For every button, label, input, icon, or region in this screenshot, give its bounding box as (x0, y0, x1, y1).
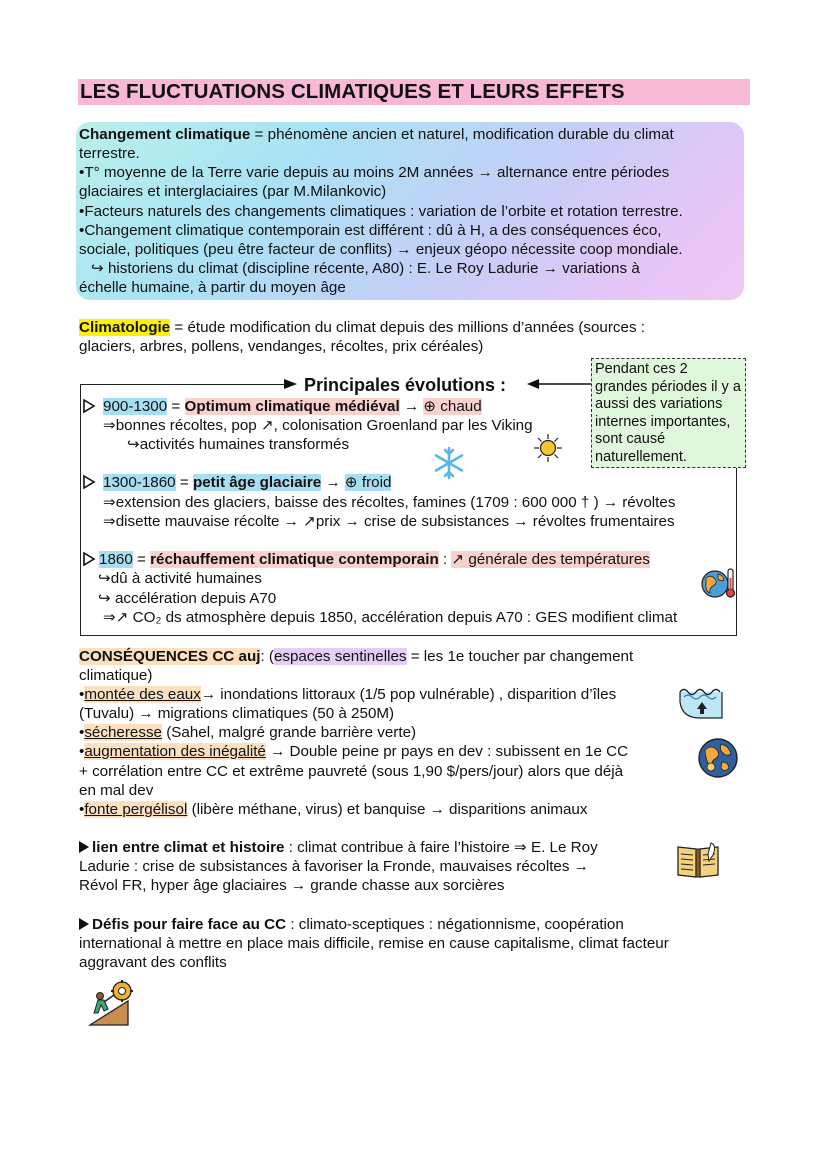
intro-bullet-3b: sociale, politiques (peu être facteur de conflits) → enjeux géopo nécessite coop mondiale. (79, 241, 683, 258)
period-arrow-icon (82, 551, 96, 567)
intro-bullet-4a: ↪ historiens du climat (discipline récente, A80) : E. Le Roy Ladurie → variations à (91, 260, 640, 277)
defis-line-2: international à mettre en place mais difficile, remise en cause capitalisme, climat facteur (79, 935, 669, 952)
period-1-line-1: ⇒bonnes récoltes, pop ↗, colonisation Groenland par les Viking (103, 417, 533, 434)
heading-arrow-right-icon (284, 378, 298, 390)
period-1: 900-1300 = Optimum climatique médiéval → ⊕ chaud (103, 398, 482, 415)
period-3-dates: 1860 (99, 551, 133, 568)
climatologie-def: = étude modification du climat depuis des millions d’années (sources : (170, 319, 646, 336)
intro-bullet-1a: •T° moyenne de la Terre varie depuis au moins 2M années → alternance entre périodes (79, 164, 670, 181)
period-1-effect: ⊕ chaud (423, 398, 482, 415)
flood-icon (678, 682, 724, 720)
intro-term: Changement climatique (79, 126, 251, 143)
consequence-3-line-2: + corrélation entre CC et extrême pauvreté (sous 1,90 $/pers/jour) alors que déjà (79, 763, 624, 780)
climatologie-line-2: glaciers, arbres, pollens, vendanges, récoltes, prix céréales) (79, 338, 484, 355)
sun-icon (533, 433, 563, 463)
lien-line-1: lien entre climat et histoire : climat contribue à faire l’histoire ⇒ E. Le Roy (79, 838, 598, 857)
world-inequality-icon (696, 736, 740, 780)
intro-line-1 (79, 125, 674, 144)
book-icon (675, 841, 721, 881)
period-arrow-icon (82, 398, 96, 414)
period-2-effect: ⊕ froid (344, 474, 392, 491)
period-1-line-2: ↪activités humaines transformés (127, 436, 350, 453)
defis-line-1: Défis pour faire face au CC : climato-sceptiques : négationnisme, coopération (79, 915, 624, 934)
sentinel-term: espaces sentinelles (273, 648, 407, 665)
period-3-line-3: ⇒↗ CO₂ ds atmosphère depuis 1850, accélération depuis A70 : GES modifient climat (103, 609, 678, 626)
challenge-climber-icon (88, 979, 138, 1027)
snowflake-icon (432, 446, 466, 480)
period-1-name: Optimum climatique médiéval (184, 398, 400, 415)
period-arrow-icon (82, 474, 96, 490)
consequences-heading: CONSÉQUENCES CC auj (79, 648, 261, 665)
intro-bullet-3a: •Changement climatique contemporain est différent : dû à H, a des conséquences éco, (79, 222, 662, 239)
period-2-line-1: ⇒extension des glaciers, baisse des récoltes, famines (1709 : 600 000 † ) → révoltes (103, 494, 676, 511)
consequence-2: •sécheresse (Sahel, malgré grande barrière verte) (79, 724, 417, 741)
consequence-4: •fonte pergélisol (libère méthane, virus) et banquise → disparitions animaux (79, 801, 588, 818)
period-3-line-2: ↪ accélération depuis A70 (98, 590, 277, 607)
consequence-1-line-2: (Tuvalu) → migrations climatiques (50 à 250M) (79, 705, 395, 722)
defis-term: Défis pour faire face au CC (92, 916, 287, 933)
frame-top-left (80, 384, 290, 385)
triangle-bullet-icon (79, 918, 89, 930)
defis-line-3: aggravant des conflits (79, 954, 227, 971)
climatologie-term: Climatologie (79, 319, 171, 336)
period-2-line-2: ⇒disette mauvaise récolte → ↗prix → crise de subsistances → révoltes frumentaires (103, 513, 675, 530)
intro-bullet-2: •Facteurs naturels des changements climatiques : variation de l’orbite et rotation terrestre. (79, 203, 683, 220)
consequence-2-term: sécheresse (84, 724, 162, 741)
consequence-1-term: montée des eaux (84, 686, 201, 703)
intro-bullet-4b: échelle humaine, à partir du moyen âge (79, 279, 346, 296)
heading-arrow-left-icon (527, 378, 591, 390)
intro-def: = phénomène ancien et naturel, modification durable du climat (250, 126, 674, 143)
intro-bullet-1b: glaciaires et interglaciaires (par M.Milankovic) (79, 183, 387, 200)
lien-term: lien entre climat et histoire (92, 839, 285, 856)
consequence-3-line-3: en mal dev (79, 782, 154, 799)
period-1-dates: 900-1300 (103, 398, 168, 415)
period-3-name: réchauffement climatique contemporain (150, 551, 439, 568)
side-note: Pendant ces 2 grandes périodes il y a aussi des variations internes importantes, sont causé naturellement. (591, 358, 746, 468)
period-3: 1860 = réchauffement climatique contemporain : ↗ générale des températures (99, 551, 650, 568)
intro-def-2: terrestre. (79, 145, 140, 162)
period-2-name: petit âge glaciaire (192, 474, 322, 491)
period-3-effect: ↗ générale des températures (451, 551, 650, 568)
consequences-line-1: CONSÉQUENCES CC auj: (espaces sentinelles = les 1e toucher par changement (79, 648, 634, 665)
consequence-4-term: fonte pergélisol (84, 801, 188, 818)
consequences-line-2: climatique) (79, 667, 153, 684)
period-2: 1300-1860 = petit âge glaciaire → ⊕ froid (103, 474, 392, 491)
climatologie-line-1 (79, 318, 645, 337)
evolutions-heading: Principales évolutions : (304, 375, 507, 395)
hot-earth-icon (698, 564, 738, 604)
consequence-1: •montée des eaux→ inondations littoraux (1/5 pop vulnérable) , disparition d’îles (79, 686, 617, 703)
period-3-line-1: ↪dû à activité humaines (98, 570, 262, 587)
lien-line-2: Ladurie : crise de subsistances à favoriser la Fronde, mauvaises récoltes → (79, 858, 589, 875)
consequence-3-term: augmentation des inégalité (84, 743, 266, 760)
lien-line-3: Révol FR, hyper âge glaciaires → grande chasse aux sorcières (79, 877, 505, 894)
consequence-3: •augmentation des inégalité → Double peine pr pays en dev : subissent en 1e CC (79, 743, 629, 760)
period-2-dates: 1300-1860 (103, 474, 176, 491)
page-title: LES FLUCTUATIONS CLIMATIQUES ET LEURS EFFETS (78, 79, 750, 105)
triangle-bullet-icon (79, 841, 89, 853)
